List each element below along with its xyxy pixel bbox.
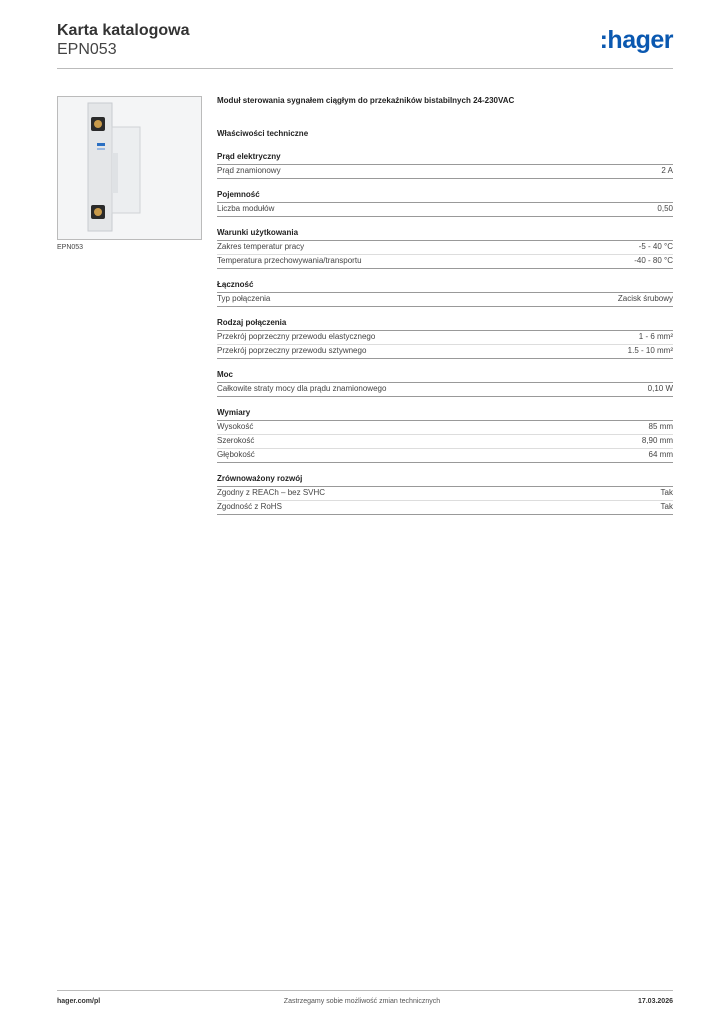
spec-groups [217, 152, 673, 515]
footer-notice: Zastrzegamy sobie możliwość zmian technicznych [283, 998, 441, 1005]
spec-group-title: Rodzaj połączenia [217, 318, 673, 331]
spec-value: 85 mm [648, 422, 673, 431]
spec-group-title: Pojemność [217, 190, 673, 203]
spec-value: Zacisk śrubowy [617, 294, 673, 303]
spec-row [217, 203, 673, 217]
circuit-module-image [58, 97, 201, 239]
spec-row [217, 501, 673, 515]
spec-row [217, 449, 673, 463]
spec-value: 0,50 [657, 204, 673, 213]
spec-row [217, 435, 673, 449]
spec-group [217, 408, 673, 463]
product-image-caption: EPN053 [57, 244, 84, 251]
spec-group-title: Moc [217, 370, 673, 383]
spec-value: Tak [660, 488, 673, 497]
spec-label: Zgodność z RoHS [217, 502, 282, 511]
spec-label: Szerokość [217, 436, 255, 445]
spec-label: Przekrój poprzeczny przewodu sztywnego [217, 346, 367, 355]
product-description: Moduł sterowania sygnałem ciągłym do przekaźników bistabilnych 24-230VAC [217, 96, 515, 105]
page-header [57, 22, 673, 59]
spec-row [217, 255, 673, 269]
spec-group-title: Warunki użytkowania [217, 228, 673, 241]
spec-row [217, 331, 673, 345]
spec-row [217, 383, 673, 397]
spec-group [217, 190, 673, 217]
spec-group [217, 474, 673, 515]
document-title: Karta katalogowa [57, 22, 190, 39]
product-code: EPN053 [57, 41, 117, 58]
spec-value: -5 - 40 °C [638, 242, 673, 251]
spec-value: 1 - 6 mm² [638, 332, 673, 341]
spec-group [217, 280, 673, 307]
spec-value: 8,90 mm [641, 436, 673, 445]
spec-content [217, 96, 673, 515]
spec-row [217, 345, 673, 359]
spec-value: 2 A [661, 166, 673, 175]
technical-properties-heading: Właściwości techniczne [217, 129, 309, 138]
footer-divider [57, 990, 673, 991]
spec-group-title: Łączność [217, 280, 673, 293]
spec-group-title: Wymiary [217, 408, 673, 421]
spec-label: Typ połączenia [217, 294, 271, 303]
spec-label: Liczba modułów [217, 204, 275, 213]
spec-label: Całkowite straty mocy dla prądu znamionowego [217, 384, 387, 393]
hager-logo: :hager [599, 26, 673, 54]
spec-label: Zakres temperatur pracy [217, 242, 305, 251]
spec-row [217, 293, 673, 307]
spec-row [217, 241, 673, 255]
spec-group [217, 228, 673, 269]
spec-label: Wysokość [217, 422, 254, 431]
spec-label: Prąd znamionowy [217, 166, 281, 175]
spec-label: Temperatura przechowywania/transportu [217, 256, 362, 265]
spec-group-title: Prąd elektryczny [217, 152, 673, 165]
footer-date: 17.03.2026 [637, 998, 673, 1005]
footer-website[interactable]: hager.com/pl [57, 998, 101, 1005]
header-divider [57, 68, 673, 69]
spec-row [217, 421, 673, 435]
spec-label: Głębokość [217, 450, 255, 459]
spec-group [217, 370, 673, 397]
spec-label: Przekrój poprzeczny przewodu elastycznego [217, 332, 376, 341]
spec-group-title: Zrównoważony rozwój [217, 474, 673, 487]
spec-group [217, 152, 673, 179]
spec-value: 0,10 W [647, 384, 673, 393]
spec-value: 64 mm [648, 450, 673, 459]
spec-value: 1.5 - 10 mm² [627, 346, 673, 355]
spec-row [217, 165, 673, 179]
spec-value: -40 - 80 °C [634, 256, 673, 265]
spec-value: Tak [660, 502, 673, 511]
spec-row [217, 487, 673, 501]
spec-label: Zgodny z REACh – bez SVHC [217, 488, 326, 497]
spec-group [217, 318, 673, 359]
product-image [57, 96, 202, 240]
